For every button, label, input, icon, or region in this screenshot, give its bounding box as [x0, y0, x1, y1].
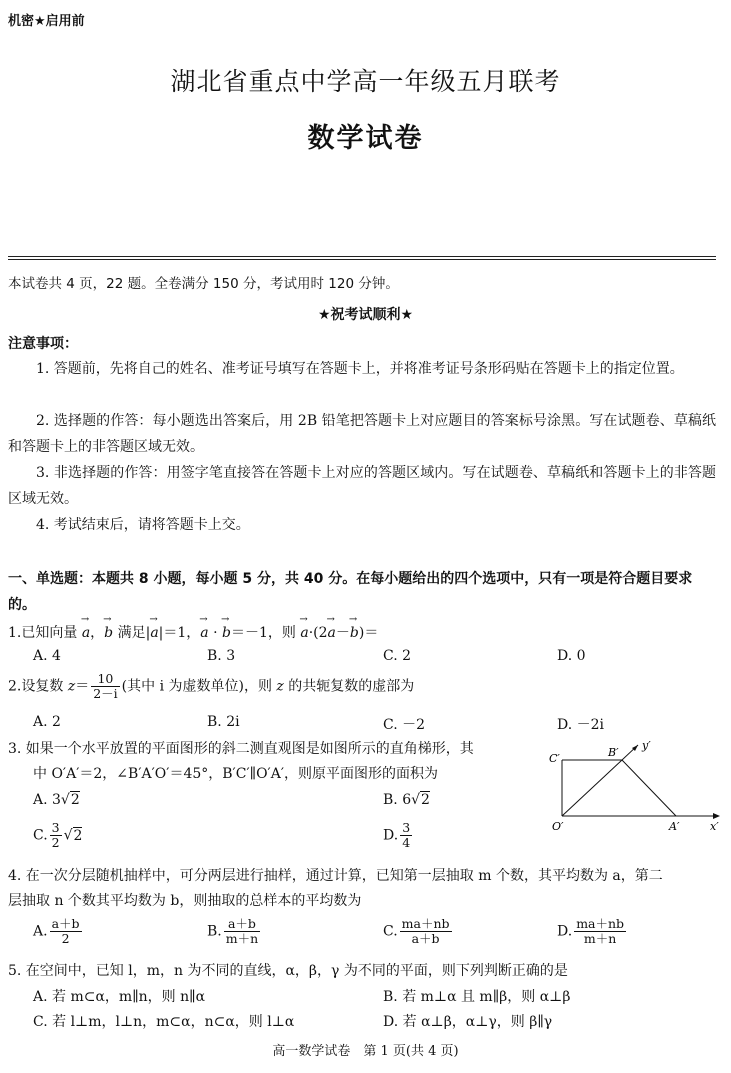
q4-line-1: 4. 在一次分层随机抽样中，可分两层进行抽样，通过计算，已知第一层抽取 m 个数，其平均数为 a，第二 — [8, 868, 663, 884]
q2-option-c: C. －2 — [383, 717, 426, 733]
vector-a-3: → a — [200, 625, 208, 641]
q3-option-a-label: A. 3 — [33, 792, 61, 808]
q2-eq: ＝ — [75, 678, 90, 695]
y-axis — [562, 760, 622, 816]
q2-suffix: (其中 i 为虚数单位)，则 — [121, 678, 272, 695]
q3-option-c-den: 2 — [51, 835, 60, 850]
q3-option-c-label: C. — [33, 827, 48, 844]
divider-bottom — [8, 259, 716, 260]
exam-subtitle: 数学试卷 — [307, 123, 424, 154]
q3-option-a-radicand: 2 — [70, 792, 80, 808]
q4-option-c-frac — [400, 917, 452, 946]
question-5-stem: 5. 在空间中，已知 l，m，n 为不同的直线，α，β，γ 为不同的平面，则下列判断正确的是 — [8, 963, 568, 979]
q1-option-b: B. 3 — [207, 648, 236, 664]
vector-b: → b — [104, 625, 113, 641]
notice-item-2: 2. 选择题的作答：每小题选出答案后，用 2B 铅笔把答题卡上对应题目的答案标号涂黑。写在试题卷、草稿纸和答题卡上的非答题区域无效。 — [8, 413, 716, 455]
q1-cond: 满足| — [117, 625, 151, 641]
q2-option-d: D. －2i — [557, 717, 605, 733]
vector-a-4: → a — [300, 625, 308, 641]
q3-option-d-num: 3 — [402, 820, 411, 835]
q4-option-c-den: a＋b — [411, 931, 440, 946]
q3-option-b: B. 6√2 — [383, 792, 430, 808]
edge-b-a — [622, 760, 676, 816]
q3-option-a: A. 3√2 — [33, 792, 80, 808]
q4-option-b-frac — [224, 917, 260, 946]
q5-option-b: B. 若 m⊥α 且 m∥β，则 α⊥β — [383, 989, 571, 1005]
page-footer: 高一数学试卷 第 1 页(共 4 页) — [272, 1044, 459, 1059]
q2-option-b: B. 2i — [207, 714, 240, 730]
q4-option-a-label: A. — [33, 923, 48, 940]
question-2 — [8, 672, 414, 701]
vector-a-2: → a — [150, 625, 158, 641]
q1-expr-open: ·(2 — [308, 625, 328, 641]
q3-option-c-frac — [50, 821, 62, 850]
question-1 — [8, 622, 378, 642]
q1-minus: － — [335, 625, 350, 641]
q1-cond3: ＝－1，则 — [230, 625, 296, 641]
vector-a-5: → a — [328, 625, 336, 641]
q2-frac-num: 10 — [91, 672, 119, 687]
q4-option-d-num: ma＋nb — [576, 916, 625, 931]
good-luck-banner: ★祝考试顺利★ — [317, 307, 414, 323]
label-x: x′ — [710, 820, 719, 833]
vector-b-2: → b — [222, 625, 231, 641]
trapezoid-figure — [548, 734, 723, 834]
label-b: B′ — [608, 746, 619, 759]
q4-option-c — [383, 917, 454, 946]
notice-title: 注意事项： — [8, 336, 78, 352]
q2-fraction — [91, 672, 119, 701]
q2-frac-den: 2－i — [93, 686, 118, 701]
q1-comma: ， — [90, 625, 105, 641]
notice-item-3: 3. 非选择题的作答：用签字笔直接答在答题卡上对应的答题区域内。写在试题卷、草稿纸和答题卡上的非答题区域无效。 — [8, 465, 716, 507]
q4-line-2: 层抽取 n 个数其平均数为 b，则抽取的总样本的平均数为 — [8, 893, 362, 909]
q4-option-b — [207, 917, 262, 946]
q3-option-c-radicand: 2 — [73, 827, 83, 844]
divider-top — [8, 256, 716, 257]
q4-option-b-num: a＋b — [224, 917, 260, 932]
x-arrow-icon — [713, 813, 720, 819]
confidential-label: 机密★启用前 — [8, 14, 85, 29]
q3-line-2: 中 O′A′＝2，∠B′A′O′＝45°，B′C′∥O′A′，则原平面图形的面积为 — [33, 766, 439, 782]
q4-option-d-den: m＋n — [583, 931, 617, 946]
notice-item-1: 1. 答题前，先将自己的姓名、准考证号填写在答题卡上，并将准考证号条形码贴在答题卡上的指定位置。 — [36, 361, 684, 377]
q3-option-d-den: 4 — [402, 835, 411, 850]
q3-option-b-label: B. 6 — [383, 792, 412, 808]
q2-z-2: z — [276, 678, 284, 695]
q4-option-d-label: D. — [557, 923, 573, 940]
q1-expr-close: )＝ — [358, 625, 379, 641]
vector-a: → a — [82, 625, 90, 641]
notice-item-4: 4. 考试结束后，请将答题卡上交。 — [36, 517, 250, 533]
q4-option-c-label: C. — [383, 923, 398, 940]
q5-option-d: D. 若 α⊥β，α⊥γ，则 β∥γ — [383, 1014, 553, 1030]
vector-b-3: → b — [350, 625, 359, 641]
q4-option-a-den: 2 — [61, 931, 70, 946]
q1-number: 1. — [8, 625, 22, 641]
q2-suffix2: 的共轭复数的虚部为 — [288, 678, 415, 695]
q3-option-b-radicand: 2 — [421, 792, 430, 808]
q1-option-a: A. 4 — [33, 648, 61, 664]
q4-option-a — [33, 917, 84, 946]
q4-option-d-frac — [574, 917, 626, 946]
q4-option-a-num: a＋b — [51, 916, 80, 931]
q2-number: 2. — [8, 678, 22, 695]
q2-option-a: A. 2 — [33, 714, 61, 730]
q4-option-d — [557, 917, 628, 946]
section-1-heading: 一、单选题：本题共 8 小题，每小题 5 分，共 40 分。在每小题给出的四个选项中，只有一项是符合题目要求的。 — [8, 571, 693, 613]
exam-title: 湖北省重点中学高一年级五月联考 — [170, 67, 561, 96]
label-a: A′ — [669, 820, 680, 833]
label-y: y′ — [642, 739, 651, 752]
q2-z: z — [67, 678, 76, 695]
q1-option-d: D. 0 — [557, 648, 586, 664]
q3-line-1: 3. 如果一个水平放置的平面图形的斜二测直观图是如图所示的直角梯形，其 — [8, 741, 474, 757]
q3-option-d-frac — [400, 821, 412, 850]
q3-option-d — [383, 821, 414, 850]
q1-dot: · — [213, 625, 218, 641]
q1-option-c: C. 2 — [383, 648, 412, 664]
q3-option-c: C. $\frac{3}{2}$ √2 — [33, 820, 83, 850]
q4-option-a-frac — [50, 917, 82, 946]
q5-option-a: A. 若 m⊂α，m∥n，则 n∥α — [33, 989, 206, 1005]
label-o: O′ — [552, 820, 564, 833]
exam-info: 本试卷共 4 页，22 题。全卷满分 150 分，考试用时 120 分钟。 — [8, 276, 399, 292]
q1-cond2: |＝1， — [158, 625, 201, 641]
q4-option-c-num: ma＋nb — [401, 916, 450, 931]
q1-prefix: 已知向量 — [21, 625, 78, 641]
q3-option-c-num: 3 — [51, 820, 60, 835]
q5-option-c: C. 若 l⊥m，l⊥n，m⊂α，n⊂α，则 l⊥α — [33, 1014, 295, 1030]
q4-option-b-label: B. — [207, 923, 222, 940]
q2-prefix: 设复数 — [21, 678, 64, 695]
q3-option-d-label: D. — [383, 827, 399, 844]
q4-option-b-den: m＋n — [225, 931, 259, 946]
label-c: C′ — [549, 752, 560, 765]
